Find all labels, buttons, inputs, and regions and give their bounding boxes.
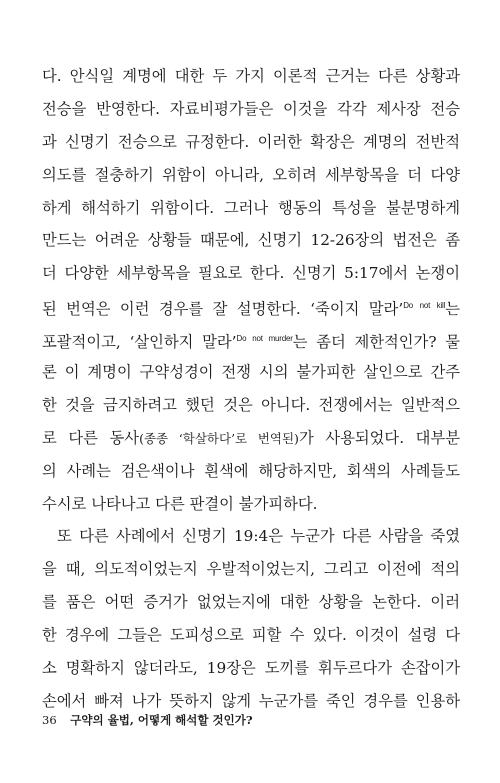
text-line: 을 때, 의도적이었는지 우발적이었는지, 그리고 이전에 적의	[42, 560, 460, 579]
text-line: 한 것을 금지하려고 했던 것은 아니다. 전쟁에서는 일반적으	[42, 395, 460, 414]
text-line	[42, 422, 460, 455]
text-segment: 는	[445, 300, 460, 319]
text-line: 더 다양한 세부항목을 필요로 한다. 신명기 5:17에서 논쟁이	[42, 264, 460, 283]
page-footer	[42, 712, 253, 728]
english-gloss: Do not kill	[403, 301, 446, 311]
text-segment: 가 사용되었다. 대부분	[298, 428, 460, 447]
body-text	[42, 60, 460, 718]
text-line: 소 명확하지 않더라도, 19장은 도끼를 휘두르다가 손잡이가	[42, 659, 460, 678]
text-segment: 는 좀더 제한적인가? 물	[292, 333, 461, 352]
text-segment: 로 다른 동사	[42, 428, 140, 447]
text-line: 의 사례는 검은색이나 흰색에 해당하지만, 회색의 사례들도	[42, 461, 460, 480]
text-line: 손에서 빠져 나가 뜻하지 않게 누군가를 죽인 경우를 인용하	[42, 691, 460, 710]
text-line: 전승을 반영한다. 자료비평가들은 이것을 각각 제사장 전승	[42, 99, 460, 118]
text-segment: 포괄적이고, ‘살인하지 말라’	[42, 333, 237, 352]
text-line: 만드는 어려운 상황들 때문에, 신명기 12-26장의 법전은 좀	[42, 231, 460, 250]
english-gloss: Do not murder	[236, 334, 293, 344]
text-line: 한 경우에 그들은 도피성으로 피할 수 있다. 이것이 설령 다	[42, 626, 460, 645]
text-segment: 된 번역은 이런 경우를 잘 설명한다. ‘죽이지 말라’	[42, 300, 404, 319]
page-number: 36	[42, 713, 57, 727]
text-line	[42, 290, 460, 323]
text-line: 의도를 절충하기 위함이 아니라, 오히려 세부항목을 더 다양	[42, 165, 460, 184]
text-line: 수시로 나타나고 다른 판결이 불가피하다.	[42, 494, 318, 513]
text-line: 다. 안식일 계명에 대한 두 가지 이론적 근거는 다른 상황과	[42, 67, 460, 85]
text-line: 하게 해석하기 위함이다. 그러나 행동의 특성을 불분명하게	[42, 198, 460, 217]
text-line: 론 이 계명이 구약성경이 전쟁 시의 불가피한 살인으로 간주	[42, 363, 460, 382]
text-line	[42, 323, 460, 356]
text-line: 과 신명기 전승으로 규정한다. 이러한 확장은 계명의 전반적	[42, 132, 460, 151]
text-line: 를 품은 어떤 증거가 없었는지에 대한 상황을 논한다. 이러	[42, 593, 460, 612]
text-line: 또 다른 사례에서 신명기 19:4은 누군가 다른 사람을 죽였	[57, 527, 460, 546]
running-title: 구약의 율법, 어떻게 해석할 것인가?	[70, 713, 253, 727]
parenthetical-note: (종종 ‘학살하다’로 번역된)	[139, 430, 299, 446]
